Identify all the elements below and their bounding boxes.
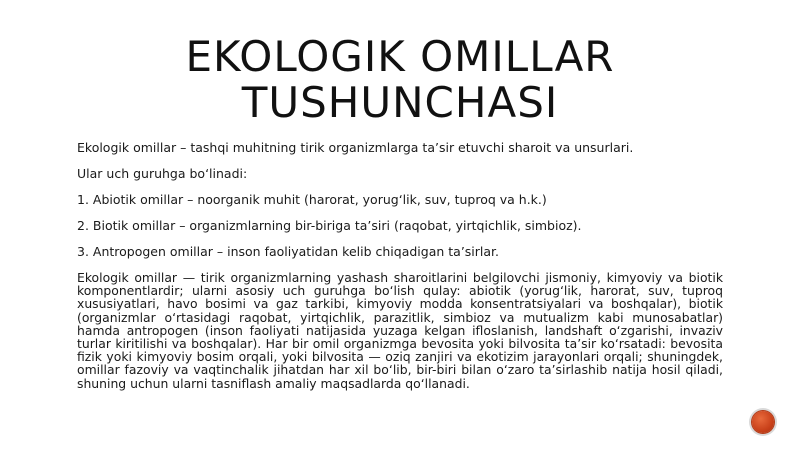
explanation-paragraph: Ekologik omillar — tirik organizmlarning yashash sharoitlarini belgilovchi jismoniy, kimyoviy va biotik komponentlardir; ularni asosiy uch guruhga bo‘lish qulay: abiotik (yorug‘lik, harorat, suv, tuproq xususiyatlari, havo bosimi va gaz tarkibi, kimyoviy modda konsentratsiyalari va boshqalar), biotik (organizmlar o‘rtasidagi raqobat, yirtqichlik, parazitlik, simbioz va mutualizm kabi munosabatlar) hamda antropogen (inson faoliyati natijasida yuzaga kelgan ifloslanish, landshaft o‘zgarishi, invaziv turlar kiritilishi va boshqalar). Har bir omil organizmga bevosita yoki bilvosita ta’sir ko‘rsatadi: bevosita fizik yoki kimyoviy bosim orqali, yoki bilvosita — oziq zanjiri va ekotizim jarayonlari orqali; shuningdek, omillar fazoviy va vaqtinchalik jihatdan har xil bo‘lib, bir-biri bilan o‘zaro ta’sirlashib natija hosil qiladi, shuning uchun ularni tasniflash amaliy maqsadlarda qo‘llanadi. (77, 270, 723, 391)
slide-title (90, 34, 710, 126)
title-line-1: EKOLOGIK OMILLAR (185, 32, 615, 81)
circle-button-icon (752, 411, 774, 433)
definition-line: Ekologik omillar – tashqi muhitning tirik organizmlarga ta’sir etuvchi sharoit va unsurlari. (77, 140, 634, 155)
list-item-abiotic: 1. Abiotik omillar – noorganik muhit (harorat, yorug‘lik, suv, tuproq va h.k.) (77, 192, 547, 207)
title-line-2: TUSHUNCHASI (241, 78, 559, 127)
slide-nav-button[interactable] (749, 408, 777, 436)
groups-intro-line: Ular uch guruhga bo‘linadi: (77, 166, 248, 181)
slide-body (77, 141, 723, 390)
list-item-anthropogenic: 3. Antropogen omillar – inson faoliyatidan kelib chiqadigan ta’sirlar. (77, 244, 500, 259)
list-item-biotic: 2. Biotik omillar – organizmlarning bir-biriga ta’siri (raqobat, yirtqichlik, simbioz). (77, 218, 582, 233)
